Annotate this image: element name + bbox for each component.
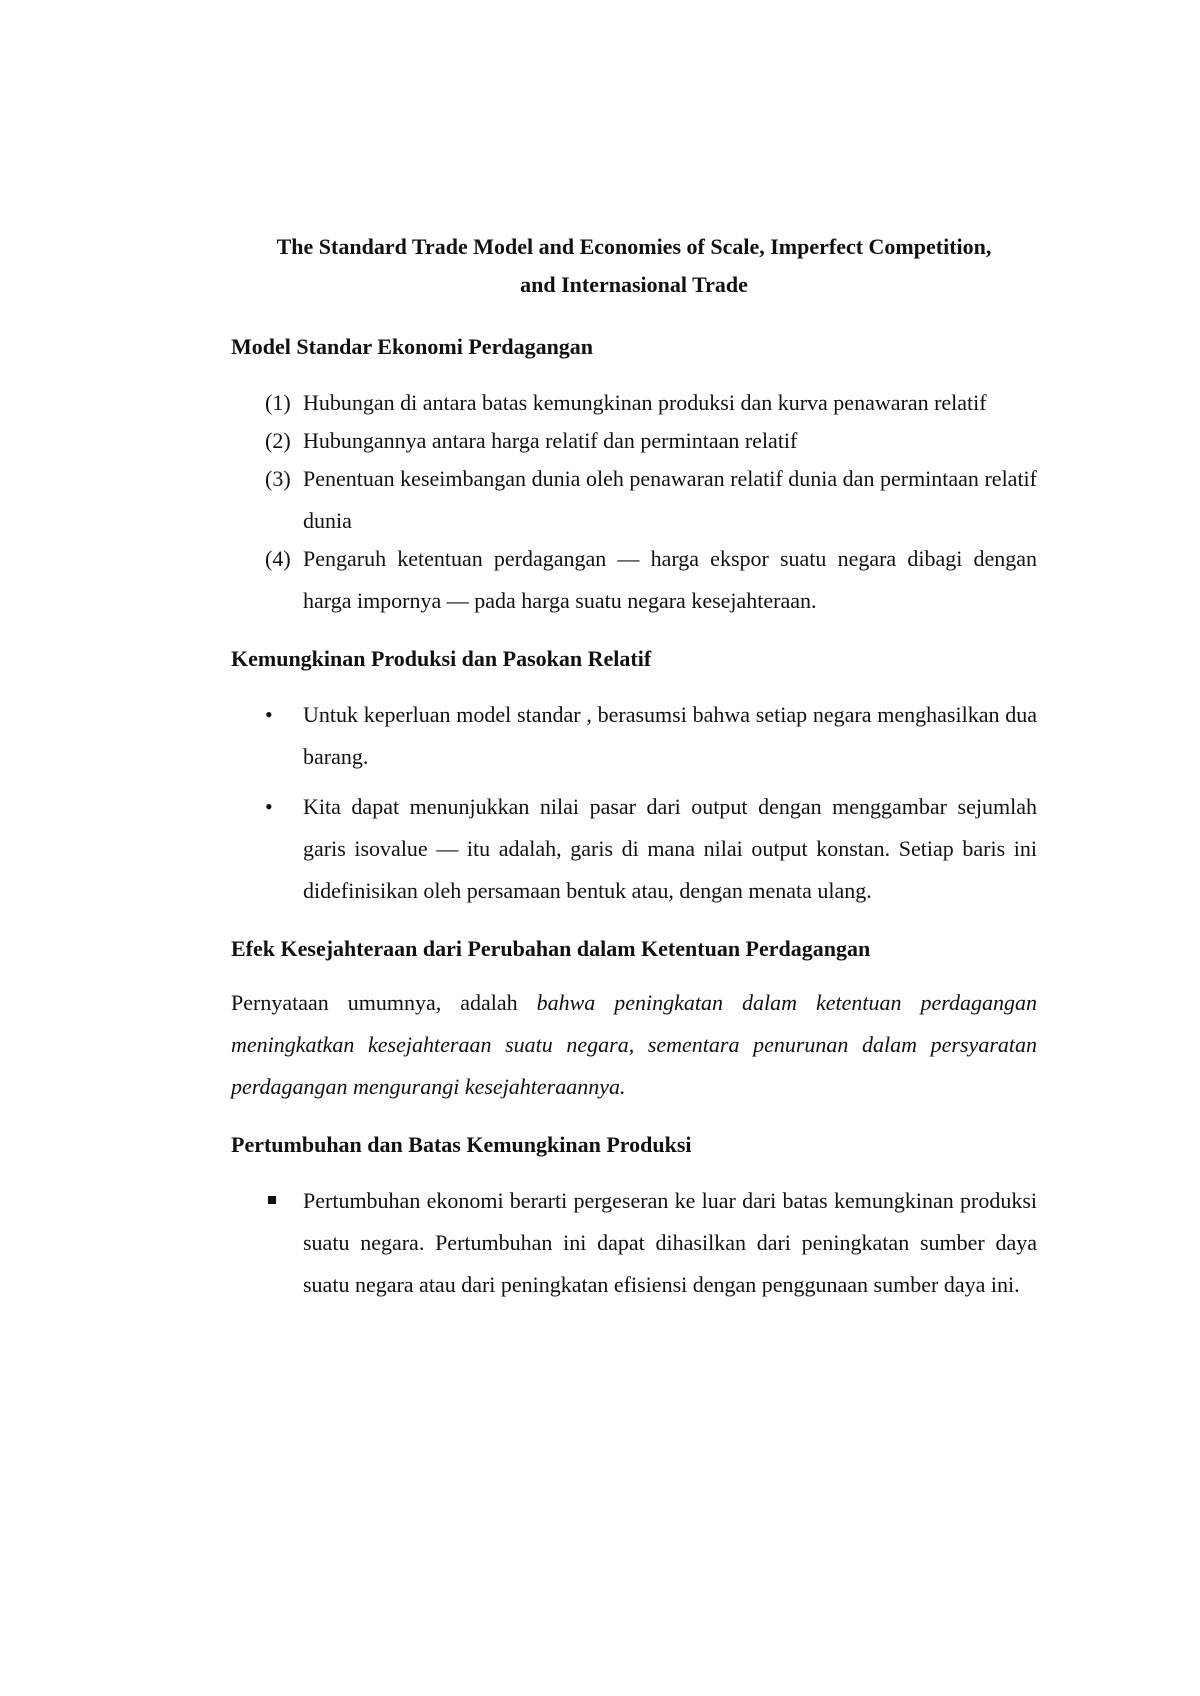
list-item-text: Pengaruh ketentuan perdagangan — harga ekspor suatu negara dibagi dengan harga impornya — pada harga suatu negara kesejahteraan. bbox=[303, 546, 1037, 613]
list-number: (3) bbox=[265, 466, 291, 491]
numbered-list bbox=[231, 382, 1037, 622]
square-bullet-icon bbox=[268, 1196, 276, 1204]
title-line-1: The Standard Trade Model and Economies of Scale, Imperfect Competition, bbox=[276, 234, 992, 259]
list-item-text: Pertumbuhan ekonomi berarti pergeseran ke luar dari batas kemungkinan produksi suatu negara. Pertumbuhan ini dapat dihasilkan dari peningkatan sumber daya suatu negara atau dari peningkatan efisiensi dengan penggunaan sumber daya ini. bbox=[303, 1188, 1037, 1297]
list-item bbox=[231, 786, 1037, 912]
list-item-text: Penentuan keseimbangan dunia oleh penawaran relatif dunia dan permintaan relatif dunia bbox=[303, 466, 1037, 533]
list-item bbox=[231, 382, 1037, 424]
list-item-text: Hubungan di antara batas kemungkinan produksi dan kurva penawaran relatif bbox=[303, 390, 987, 415]
list-number: (2) bbox=[265, 428, 291, 453]
paragraph-italic-text: bahwa peningkatan dalam ketentuan perdagangan meningkatkan kesejahteraan suatu negara, sementara penurunan dalam persyaratan perdagangan mengurangi kesejahteraannya. bbox=[231, 990, 1037, 1099]
list-item bbox=[231, 420, 1037, 462]
list-number: (1) bbox=[265, 390, 291, 415]
list-item bbox=[231, 538, 1037, 622]
section-heading-pertumbuhan: Pertumbuhan dan Batas Kemungkinan Produksi bbox=[231, 1132, 692, 1157]
list-item bbox=[231, 458, 1037, 542]
section-heading-kemungkinan-produksi: Kemungkinan Produksi dan Pasokan Relatif bbox=[231, 646, 652, 671]
bullet-list bbox=[231, 694, 1037, 912]
bullet-icon: • bbox=[265, 794, 273, 819]
document-title bbox=[231, 226, 1037, 306]
list-item bbox=[231, 694, 1037, 778]
list-item-text: Hubungannya antara harga relatif dan permintaan relatif bbox=[303, 428, 798, 453]
document-page bbox=[231, 226, 1037, 1306]
section-heading-efek-kesejahteraan: Efek Kesejahteraan dari Perubahan dalam Ketentuan Perdagangan bbox=[231, 936, 871, 961]
square-bullet-list bbox=[231, 1180, 1037, 1306]
paragraph-text: Pernyataan umumnya, adalah bbox=[231, 990, 537, 1015]
paragraph bbox=[231, 982, 1037, 1108]
list-number: (4) bbox=[265, 546, 291, 571]
section-heading-model-standar: Model Standar Ekonomi Perdagangan bbox=[231, 334, 594, 359]
list-item-text: Kita dapat menunjukkan nilai pasar dari output dengan menggambar sejumlah garis isovalue — itu adalah, garis di mana nilai output konstan. Setiap baris ini didefinisikan oleh persamaan bentuk atau, dengan menata ulang. bbox=[303, 794, 1037, 903]
title-line-2: and Internasional Trade bbox=[520, 272, 748, 297]
bullet-icon: • bbox=[265, 702, 273, 727]
list-item bbox=[231, 1180, 1037, 1306]
list-item-text: Untuk keperluan model standar , berasumsi bahwa setiap negara menghasilkan dua barang. bbox=[303, 702, 1037, 769]
